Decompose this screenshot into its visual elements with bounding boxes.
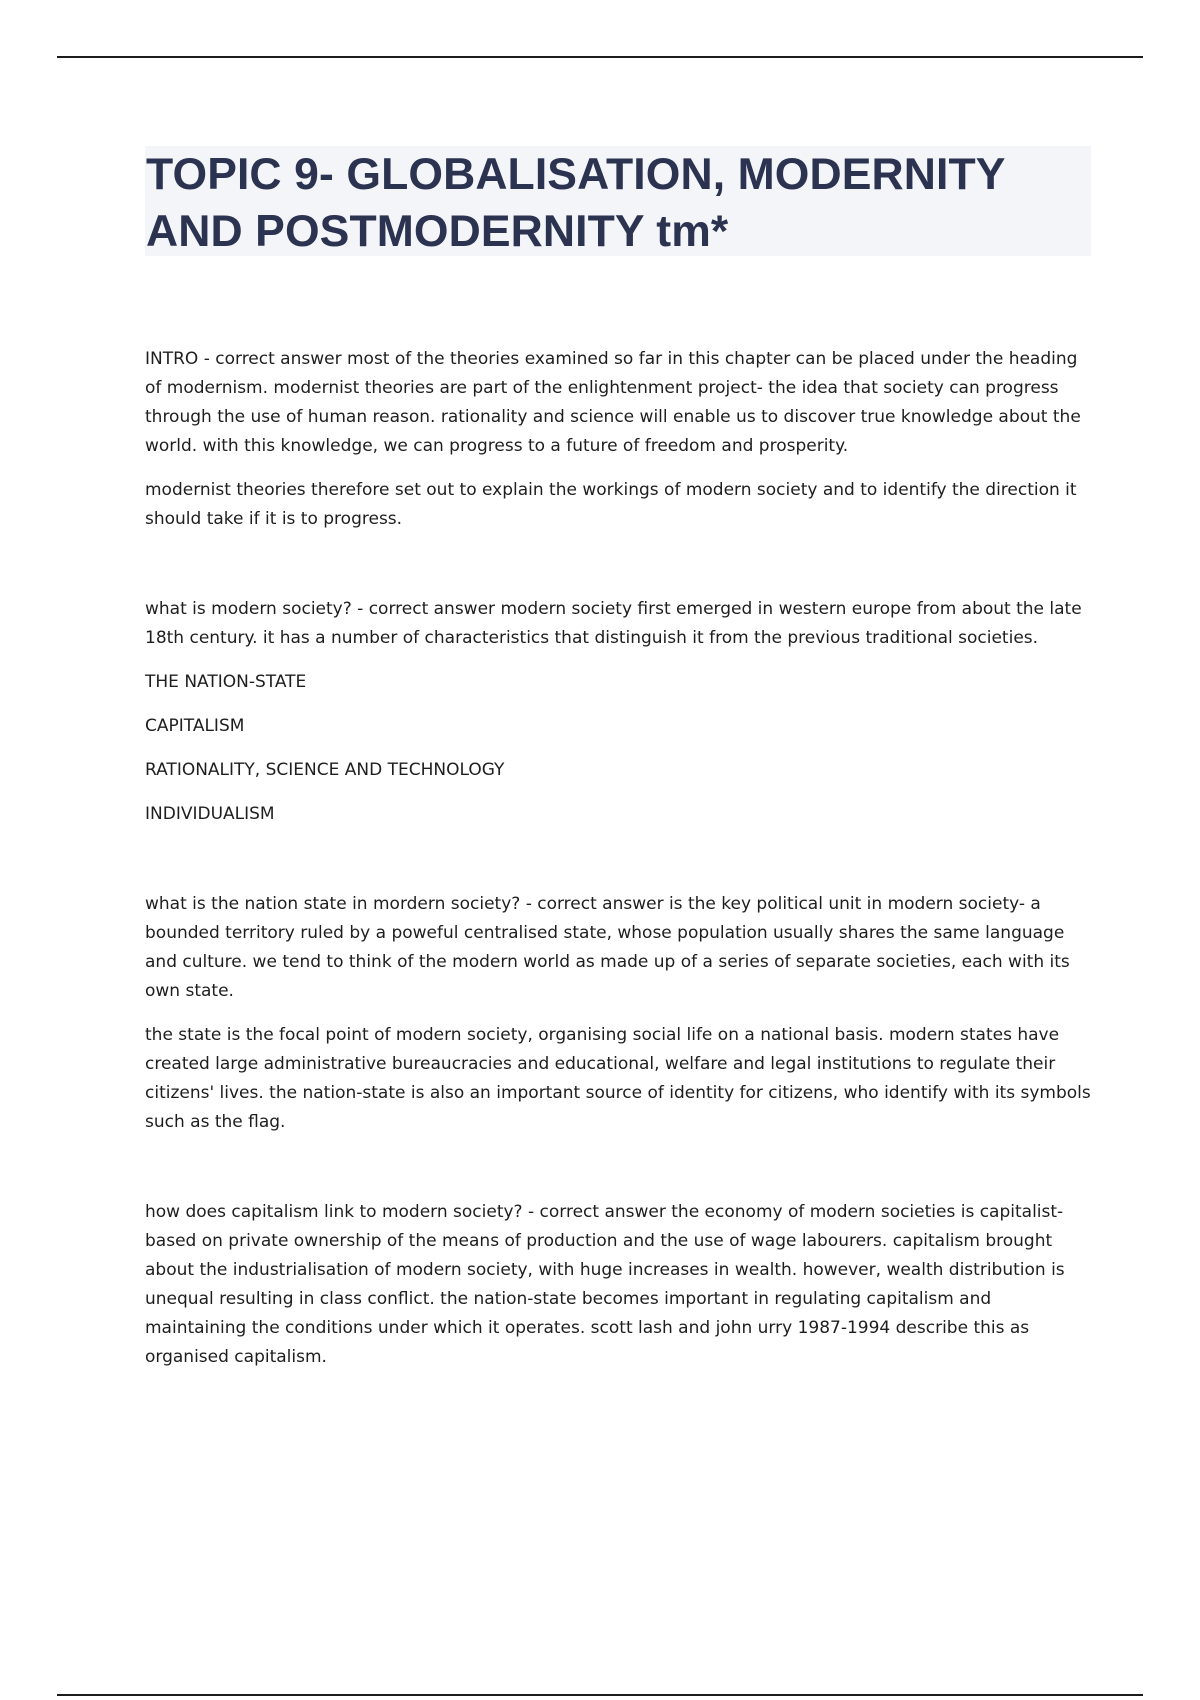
- title-block: [145, 146, 1091, 256]
- page-title: TOPIC 9- GLOBALISATION, MODERNITY AND POSTMODERNITY tm*: [146, 150, 1005, 256]
- nation-state-paragraph-2: the state is the focal point of modern society, organising social life on a national basis. modern states have created large administrative bureaucracies and educational, welfare and legal institutions to regulate their citizens' lives. the nation-state is also an important source of identity for citizens, who identify with its symbols such as the flag.: [145, 1025, 1091, 1132]
- capitalism-paragraph: how does capitalism link to modern society? - correct answer the economy of modern societies is capitalist- based on private ownership of the means of production and the use of wage labourers. capitalism brought about the industrialisation of modern society, with huge increases in wealth. however, wealth distribution is unequal resulting in class conflict. the nation-state becomes important in regulating capitalism and maintaining the conditions under which it operates. scott lash and john urry 1987-1994 describe this as organised capitalism.: [145, 1202, 1065, 1367]
- intro-paragraph: INTRO - correct answer most of the theories examined so far in this chapter can be placed under the heading of modernism. modernist theories are part of the enlightenment project- the idea that society can progress through the use of human reason. rationality and science will enable us to discover true knowledge about the world. with this knowledge, we can progress to a future of freedom and prosperity.: [145, 349, 1081, 456]
- bottom-rule: [57, 1694, 1143, 1696]
- nation-state-paragraph: what is the nation state in mordern society? - correct answer is the key political unit in modern society- a bounded territory ruled by a poweful centralised state, whose population usually shares the same language and culture. we tend to think of the modern world as made up of a series of separate societies, each with its own state.: [145, 894, 1070, 1001]
- modern-society-paragraph: what is modern society? - correct answer modern society first emerged in western europe from about the late 18th century. it has a number of characteristics that distinguish it from the previous traditional societies.: [145, 599, 1082, 648]
- list-item: THE NATION-STATE: [145, 672, 307, 692]
- document-body: [145, 345, 1095, 1372]
- intro-paragraph-2: modernist theories therefore set out to explain the workings of modern society and to identify the direction it should take if it is to progress.: [145, 480, 1077, 529]
- list-item: CAPITALISM: [145, 716, 245, 736]
- top-rule: [57, 56, 1143, 58]
- list-item: INDIVIDUALISM: [145, 804, 275, 824]
- list-item: RATIONALITY, SCIENCE AND TECHNOLOGY: [145, 760, 505, 780]
